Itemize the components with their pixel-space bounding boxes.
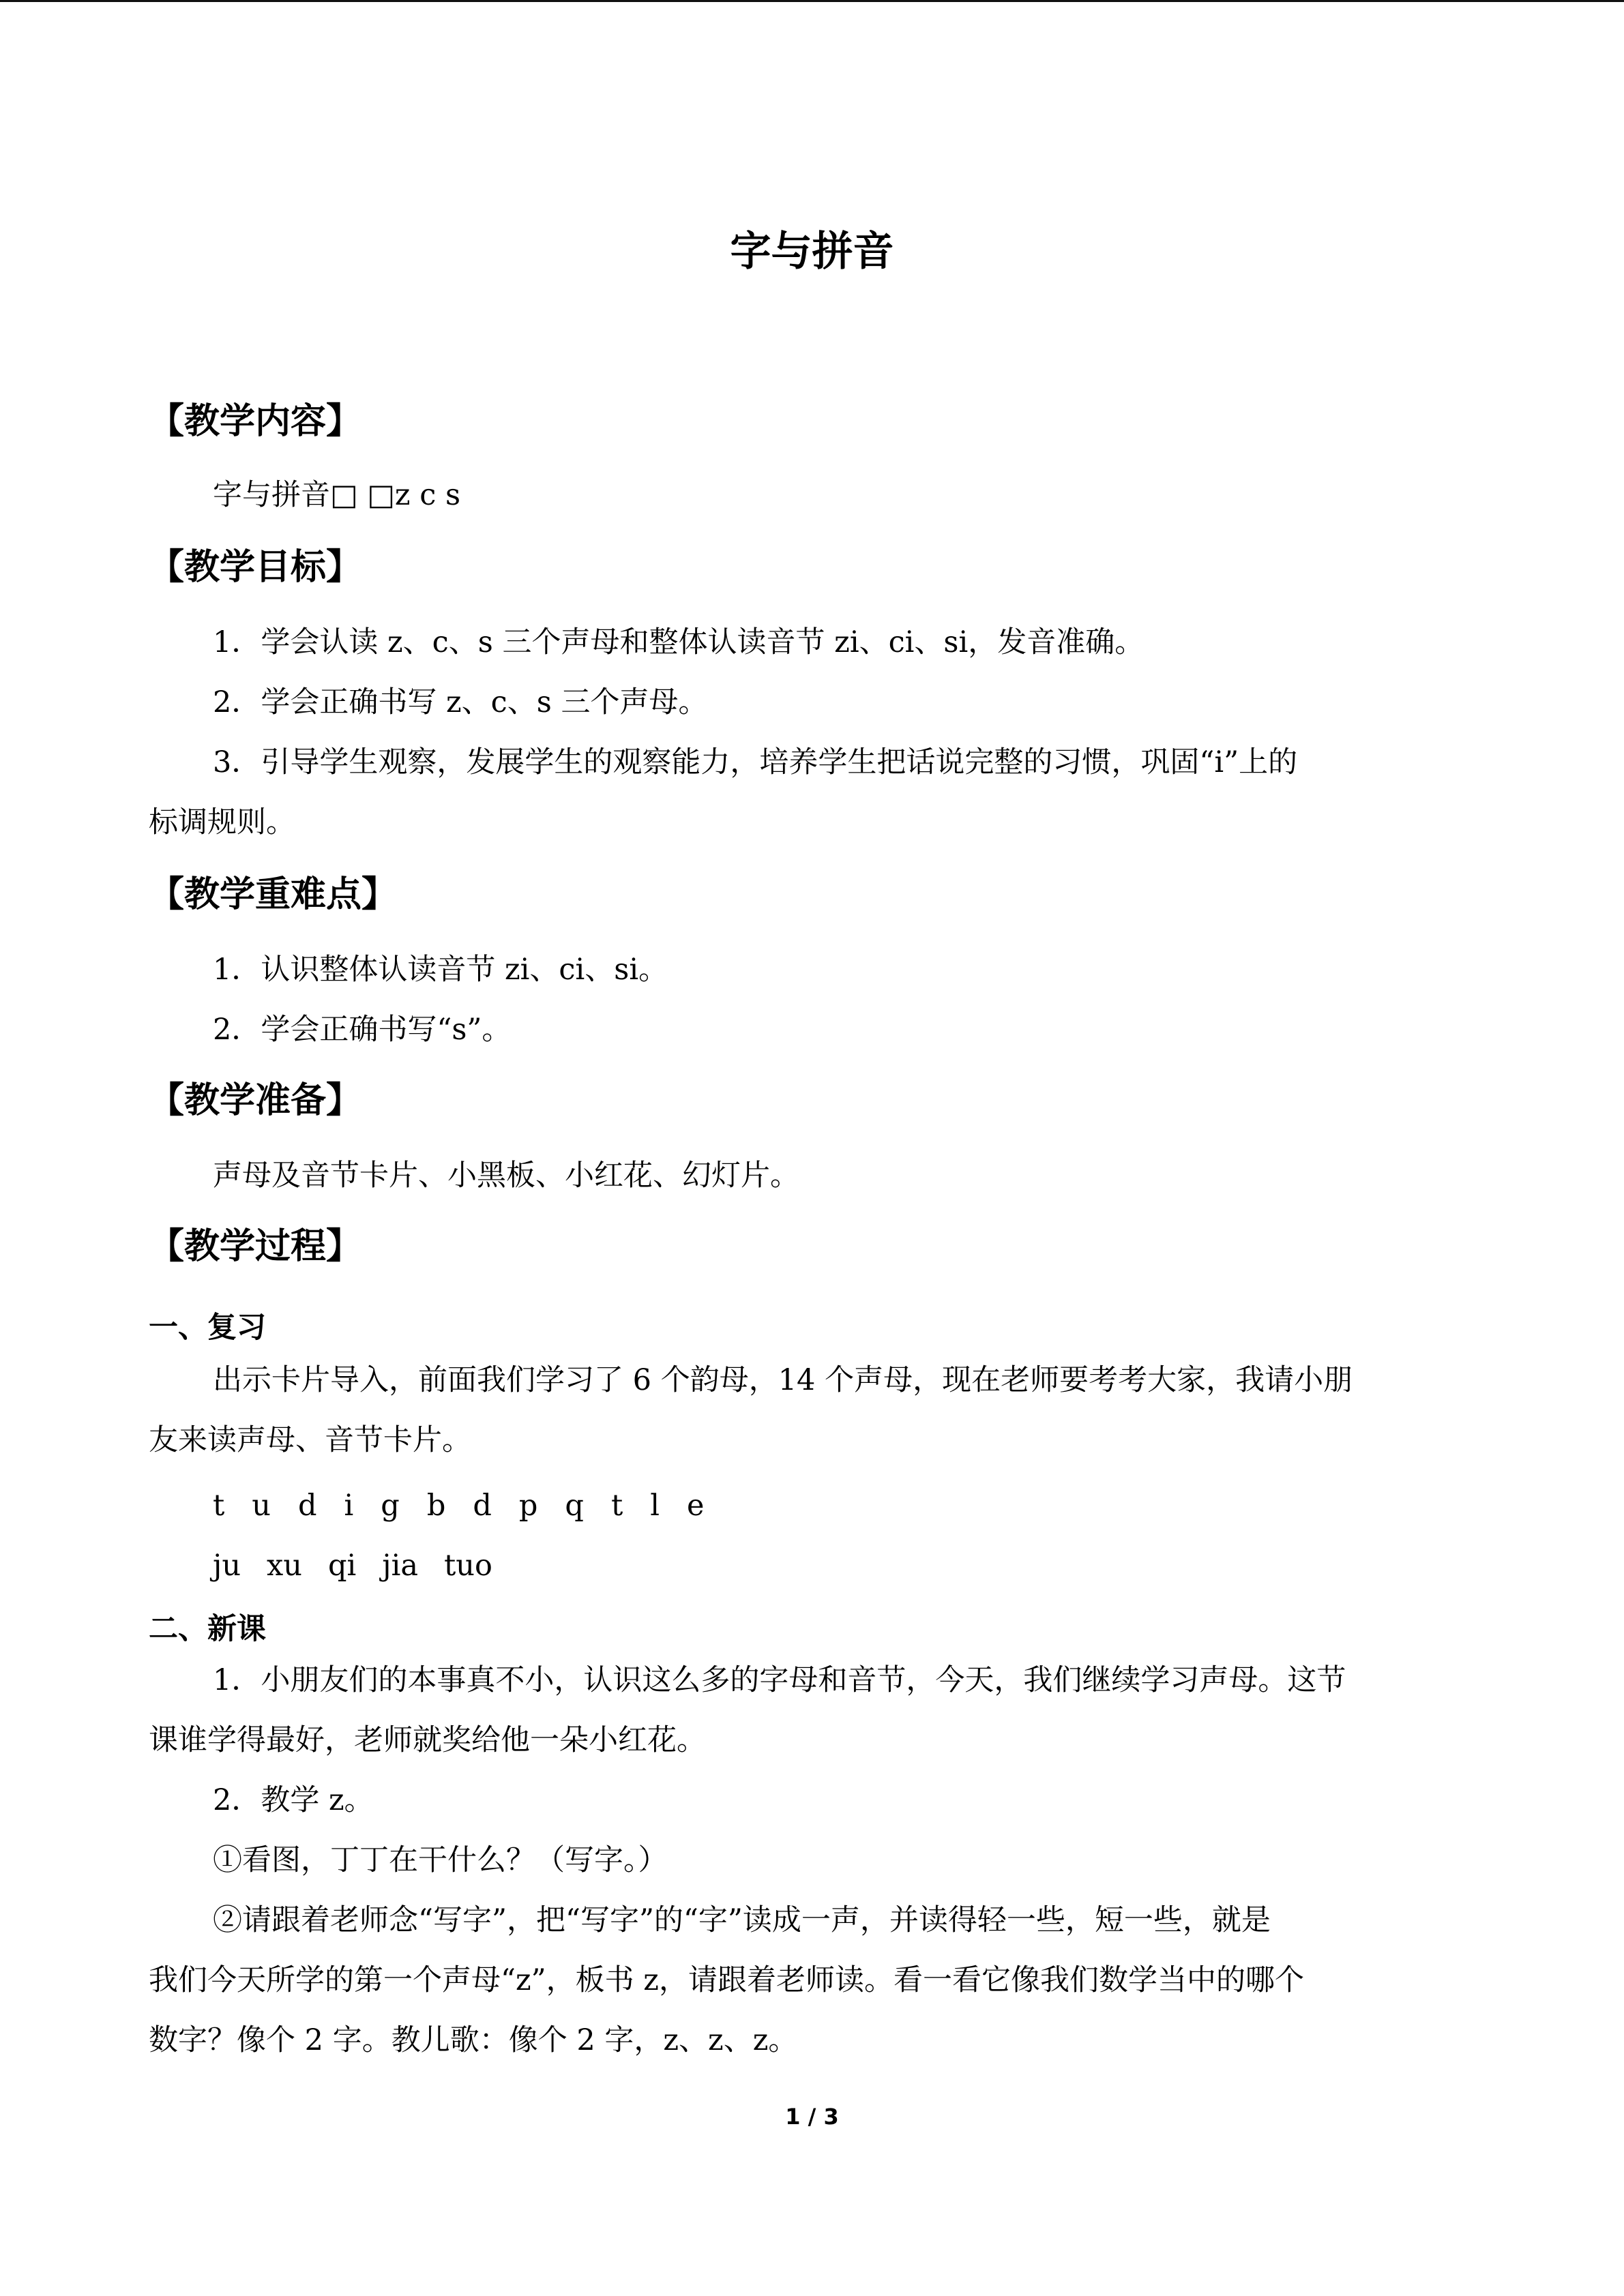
review-text: 出示卡片导入，前面我们学习了 6 个韵母，14 个声母，现在老师要考考大家，我请小朋 bbox=[213, 1363, 1353, 1397]
syllable-list bbox=[213, 1549, 518, 1584]
goal-item: 2．学会正确书写 z、c、s 三个声母。 bbox=[213, 685, 708, 719]
new-lesson-text: 2．教学 z。 bbox=[213, 1783, 374, 1817]
keypoint-item: 2．学会正确书写“s”。 bbox=[213, 1013, 512, 1047]
letter-card: q bbox=[565, 1489, 584, 1523]
letter-card: l bbox=[650, 1489, 660, 1523]
heading-key-points: 【教学重难点】 bbox=[149, 874, 398, 915]
goal-item: 1．学会认读 z、c、s 三个声母和整体认读音节 zi、ci、si，发音准确。 bbox=[213, 625, 1145, 659]
heading-preparation: 【教学准备】 bbox=[149, 1080, 362, 1121]
letter-card: p bbox=[518, 1489, 538, 1523]
keypoint-item: 1．认识整体认读音节 zi、ci、si。 bbox=[213, 953, 668, 987]
letter-card: d bbox=[473, 1489, 492, 1523]
new-lesson-text: 1．小朋友们的本事真不小，认识这么多的字母和音节，今天，我们继续学习声母。这节 bbox=[213, 1663, 1346, 1697]
review-text-continuation: 友来读声母、音节卡片。 bbox=[149, 1423, 471, 1457]
new-lesson-text: ①看图，丁丁在干什么？（写字。） bbox=[213, 1843, 668, 1877]
letter-card: b bbox=[426, 1489, 446, 1523]
preparation-text: 声母及音节卡片、小黑板、小红花、幻灯片。 bbox=[213, 1159, 799, 1193]
new-lesson-text-continuation: 数字？像个 2 字。教儿歌：像个 2 字，z、z、z。 bbox=[149, 2023, 798, 2057]
heading-teaching-goals: 【教学目标】 bbox=[149, 547, 362, 588]
syllable-card: tuo bbox=[444, 1549, 492, 1583]
new-lesson-text-continuation: 课谁学得最好，老师就奖给他一朵小红花。 bbox=[149, 1723, 706, 1757]
document-title: 字与拼音 bbox=[730, 228, 894, 275]
teaching-content-text: 字与拼音□ □z c s bbox=[213, 478, 461, 512]
new-lesson-text-continuation: 我们今天所学的第一个声母“z”，板书 z，请跟着老师读。看一看它像我们数学当中的哪个 bbox=[149, 1963, 1304, 1997]
subheading-review: 一、复习 bbox=[149, 1311, 266, 1345]
consonant-letter-list bbox=[213, 1489, 731, 1524]
letter-card: u bbox=[252, 1489, 271, 1523]
letter-card: t bbox=[213, 1489, 225, 1523]
heading-teaching-process: 【教学过程】 bbox=[149, 1226, 362, 1267]
syllable-card: ju bbox=[213, 1549, 241, 1583]
letter-card: g bbox=[381, 1489, 400, 1523]
syllable-card: qi bbox=[327, 1549, 357, 1583]
letter-card: d bbox=[297, 1489, 317, 1523]
letter-card: i bbox=[344, 1489, 354, 1523]
page-number: 1 / 3 bbox=[785, 2104, 839, 2130]
letter-card: t bbox=[610, 1489, 623, 1523]
subheading-new-lesson: 二、新课 bbox=[149, 1612, 266, 1646]
syllable-card: jia bbox=[382, 1549, 418, 1583]
syllable-card: xu bbox=[267, 1549, 302, 1583]
letter-card: e bbox=[686, 1489, 705, 1523]
new-lesson-text: ②请跟着老师念“写字”，把“写字”的“字”读成一声，并读得轻一些，短一些，就是 bbox=[213, 1903, 1271, 1937]
goal-item: 3．引导学生观察，发展学生的观察能力，培养学生把话说完整的习惯，巩固“i”上的 bbox=[213, 745, 1298, 779]
goal-item-continuation: 标调规则。 bbox=[149, 805, 295, 839]
heading-teaching-content: 【教学内容】 bbox=[149, 401, 362, 442]
